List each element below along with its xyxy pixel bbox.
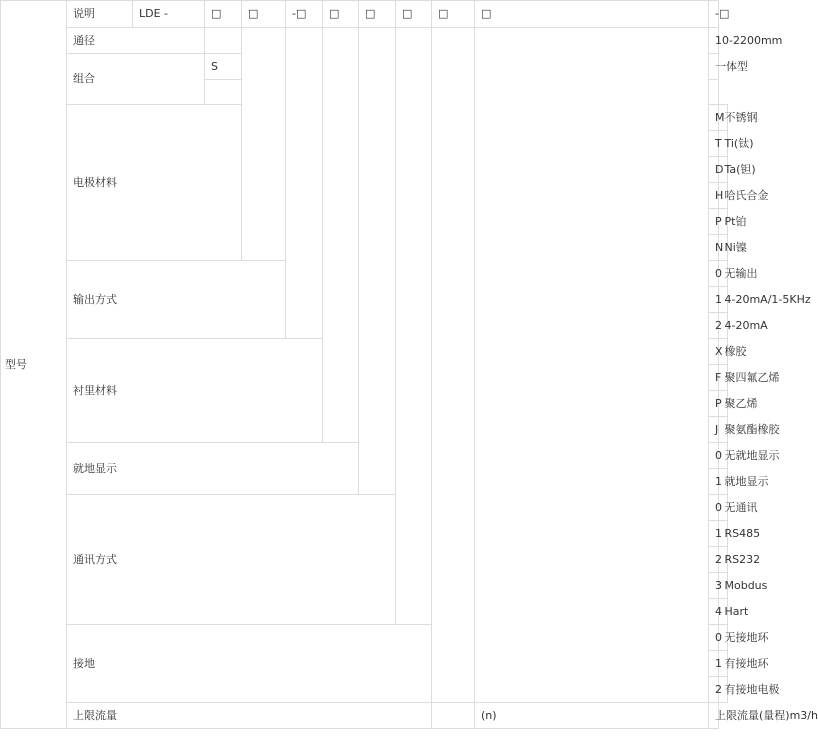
electrode-value: Pt铂	[718, 209, 728, 235]
combination-code: S	[205, 54, 242, 80]
display-value: 无就地显示	[718, 443, 728, 469]
electrode-code-spacer	[242, 28, 286, 261]
grounding-value: 有接地电极	[718, 677, 728, 703]
output-code: 2	[709, 313, 719, 339]
upper-flow-code: (n)	[475, 703, 709, 729]
header-code-grounding: □	[432, 1, 475, 28]
diameter-row	[1, 28, 728, 54]
communication-value: RS485	[718, 521, 728, 547]
electrode-code: T	[709, 131, 719, 157]
upper-flow-value: 上限流量(量程)m3/h	[709, 703, 719, 729]
communication-value: Mobdus	[718, 573, 728, 599]
grounding-code-spacer	[432, 28, 475, 703]
electrode-value: Ni镍	[718, 235, 728, 261]
output-code: 0	[709, 261, 719, 287]
grounding-value: 无接地环	[718, 625, 728, 651]
electrode-code: D	[709, 157, 719, 183]
electrode-code: P	[709, 209, 719, 235]
display-code: 0	[709, 443, 719, 469]
output-value: 4-20mA/1-5KHz	[718, 287, 728, 313]
header-code-communication: □	[396, 1, 432, 28]
grounding-code: 2	[709, 677, 719, 703]
electrode-code: N	[709, 235, 719, 261]
display-label: 就地显示	[67, 443, 359, 495]
display-value: 就地显示	[718, 469, 728, 495]
upper-flow-label: 上限流量	[67, 703, 432, 729]
header-code-display: □	[359, 1, 396, 28]
grounding-code: 0	[709, 625, 719, 651]
grounding-value: 有接地环	[718, 651, 728, 677]
communication-label: 通讯方式	[67, 495, 396, 625]
electrode-code: M	[709, 105, 719, 131]
upper-flow-row	[1, 703, 728, 729]
communication-code: 2	[709, 547, 719, 573]
electrode-code: H	[709, 183, 719, 209]
lining-code-spacer	[323, 28, 359, 443]
communication-code: 1	[709, 521, 719, 547]
lining-label: 衬里材料	[67, 339, 323, 443]
header-code-suffix: -□	[709, 1, 719, 28]
header-code-electrode: □	[242, 1, 286, 28]
communication-code: 3	[709, 573, 719, 599]
output-value: 无输出	[718, 261, 728, 287]
header-code-lining: □	[323, 1, 359, 28]
header-code-flow: □	[475, 1, 709, 28]
output-value: 4-20mA	[718, 313, 728, 339]
communication-code-spacer	[396, 28, 432, 625]
grounding-code: 1	[709, 651, 719, 677]
flow-code-spacer	[475, 28, 709, 703]
combination-code-blank	[205, 80, 242, 105]
communication-value: 无通讯	[718, 495, 728, 521]
lining-value: 聚乙烯	[718, 391, 728, 417]
communication-value: Hart	[718, 599, 728, 625]
lining-value: 聚氨酯橡胶	[718, 417, 728, 443]
diameter-code	[205, 28, 242, 54]
electrode-value: 不锈钢	[718, 105, 728, 131]
display-code-spacer	[359, 28, 396, 495]
grounding-label: 接地	[67, 625, 432, 703]
lining-value: 橡胶	[718, 339, 728, 365]
lining-code: P	[709, 391, 719, 417]
output-code-spacer	[286, 28, 323, 339]
output-label: 输出方式	[67, 261, 286, 339]
header-code-output: -□	[286, 1, 323, 28]
combination-value: 一体型	[709, 54, 719, 80]
header-code-series: LDE -	[133, 1, 205, 28]
electrode-value: 哈氏合金	[718, 183, 728, 209]
diameter-value: 10-2200mm	[709, 28, 719, 54]
electrode-label: 电极材料	[67, 105, 242, 261]
display-code: 1	[709, 469, 719, 495]
header-code-diameter: □	[205, 1, 242, 28]
communication-code: 0	[709, 495, 719, 521]
lining-code: F	[709, 365, 719, 391]
lining-value: 聚四氟乙烯	[718, 365, 728, 391]
communication-code: 4	[709, 599, 719, 625]
electrode-value: Ta(钽)	[718, 157, 728, 183]
combination-value-blank	[709, 80, 719, 105]
diameter-label: 通径	[67, 28, 205, 54]
lining-code: J	[709, 417, 719, 443]
electrode-value: Ti(钛)	[718, 131, 728, 157]
upper-flow-spacer	[432, 703, 475, 729]
model-label: 型号	[1, 1, 67, 729]
communication-value: RS232	[718, 547, 728, 573]
output-code: 1	[709, 287, 719, 313]
header-row	[1, 1, 728, 28]
lining-code: X	[709, 339, 719, 365]
combination-label: 组合	[67, 54, 205, 105]
header-label: 说明	[67, 1, 133, 28]
